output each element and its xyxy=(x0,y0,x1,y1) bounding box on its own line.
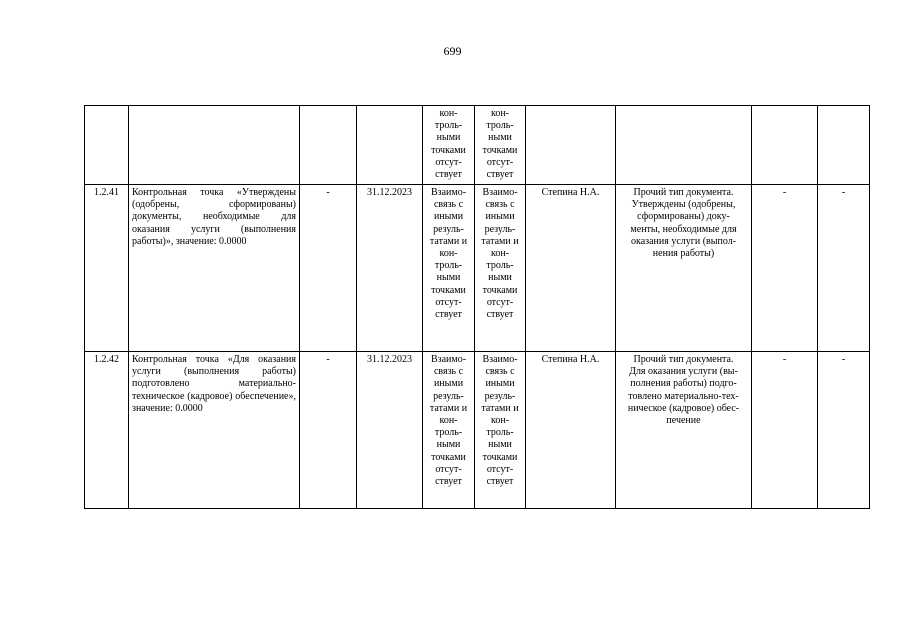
relation-cell-b-line: ными xyxy=(488,272,512,284)
relation-cell-b-line: троль- xyxy=(486,260,514,272)
relation-cell-a xyxy=(423,185,475,352)
relation-cell-b-line: ствует xyxy=(486,169,514,181)
document-type-cell-line: Для оказания услуги (вы- xyxy=(629,366,738,378)
relation-cell-b-line: точками xyxy=(482,144,518,156)
relation-cell-b-line: кон- xyxy=(490,415,510,427)
relation-cell-b xyxy=(475,106,526,185)
relation-cell-b-line: ствует xyxy=(486,476,514,488)
relation-cell-a-line: иными xyxy=(433,378,464,390)
relation-cell-a xyxy=(423,352,475,509)
table-row xyxy=(85,185,870,352)
document-type-cell-line: полнения работы) подго- xyxy=(630,378,737,390)
control-point-name-cell: Контрольная точка «Утверждены (одобрены, сформированы) документы, необходимые для оказания услуги (выполнения работы)», значение: 0.0000 xyxy=(129,185,300,352)
relation-cell-a-line: ствует xyxy=(435,476,462,488)
relation-cell-a xyxy=(423,106,475,185)
relation-cell-b-line: иными xyxy=(485,211,515,223)
relation-cell-b-line: кон- xyxy=(490,248,510,260)
relation-cell-a-line: иными xyxy=(433,211,464,223)
relation-cell-a-line: отсут- xyxy=(435,463,462,475)
relation-cell-b-line: связь с xyxy=(485,199,515,211)
relation-cell-b-line: ными xyxy=(488,439,512,451)
relation-cell-a-line: татами и xyxy=(429,402,468,414)
relation-cell-b-line: отсут- xyxy=(486,156,514,168)
document-type-cell-line: печение xyxy=(666,415,701,427)
dash-cell: - xyxy=(752,185,818,352)
dash-cell: - xyxy=(300,185,357,352)
responsible-person-cell: Степина Н.А. xyxy=(526,185,616,352)
document-type-cell-line: ническое (кадровое) обес- xyxy=(627,402,740,414)
document-type-cell-line: сформированы) доку- xyxy=(637,211,730,223)
relation-cell-a-line: троль- xyxy=(434,120,463,132)
relation-cell-a-line: ствует xyxy=(435,309,462,321)
relation-cell-a-line: резуль- xyxy=(433,390,464,402)
dash-cell xyxy=(752,106,818,185)
row-number-cell xyxy=(85,106,129,185)
relation-cell-b-line: отсут- xyxy=(486,463,514,475)
dash-cell xyxy=(818,106,870,185)
relation-cell-b-line: резуль- xyxy=(484,223,516,235)
row-number-cell: 1.2.42 xyxy=(85,352,129,509)
responsible-person-cell xyxy=(526,106,616,185)
table-row xyxy=(85,106,870,185)
relation-cell-a-line: ными xyxy=(436,272,461,284)
relation-cell-b-line: кон- xyxy=(490,108,510,119)
relation-cell-a-line: троль- xyxy=(434,427,463,439)
relation-cell-a-line: татами и xyxy=(429,235,468,247)
row-number-cell: 1.2.41 xyxy=(85,185,129,352)
relation-cell-b-line: Взаимо- xyxy=(482,354,518,365)
relation-cell-b xyxy=(475,185,526,352)
document-type-cell-line: менты, необходимые для xyxy=(630,223,737,235)
relation-cell-a-line: кон- xyxy=(439,415,458,427)
relation-cell-b-line: троль- xyxy=(486,120,514,132)
document-type-cell xyxy=(616,106,752,185)
relation-cell-a-line: ствует xyxy=(435,169,462,181)
control-point-name-cell xyxy=(129,106,300,185)
dash-cell xyxy=(300,106,357,185)
relation-cell-a-line: точками xyxy=(431,284,466,296)
relation-cell-a-line: ными xyxy=(436,439,461,451)
relation-cell-b-line: ствует xyxy=(486,309,514,321)
document-type-cell xyxy=(616,352,752,509)
document-type-cell xyxy=(616,185,752,352)
relation-cell-a-line: ными xyxy=(436,132,461,144)
relation-cell-b-line: отсут- xyxy=(486,296,514,308)
relation-cell-a-line: связь с xyxy=(433,366,464,378)
relation-cell-a-line: Взаимо- xyxy=(430,354,467,365)
relation-cell-b-line: точками xyxy=(482,284,518,296)
relation-cell-a-line: Взаимо- xyxy=(430,187,467,198)
document-type-cell-line: товлено материально-тех- xyxy=(628,390,739,402)
relation-cell-b-line: Взаимо- xyxy=(482,187,518,198)
table-row xyxy=(85,352,870,509)
responsible-person-cell: Степина Н.А. xyxy=(526,352,616,509)
document-type-cell-line: оказания услуги (выпол- xyxy=(630,235,737,247)
document-type-cell-line: нения работы) xyxy=(652,248,715,260)
control-points-table xyxy=(84,105,870,509)
relation-cell-a-line: связь с xyxy=(433,199,464,211)
relation-cell-a-line: кон- xyxy=(439,248,458,260)
control-point-name-cell: Контрольная точка «Для оказания услуги (выполнения работы) подготовлено материально-техническое (кадровое) обеспечение», значение: 0.0000 xyxy=(129,352,300,509)
relation-cell-a-line: точками xyxy=(431,144,466,156)
date-cell xyxy=(357,106,423,185)
relation-cell-a-line: кон- xyxy=(439,108,458,119)
relation-cell-b-line: татами и xyxy=(481,402,519,414)
document-type-cell-line: Прочий тип документа. xyxy=(633,187,734,198)
relation-cell-a-line: резуль- xyxy=(433,223,464,235)
relation-cell-a-line: точками xyxy=(431,451,466,463)
relation-cell-b-line: связь с xyxy=(485,366,515,378)
relation-cell-a-line: троль- xyxy=(434,260,463,272)
document-type-cell-line: Утверждены (одобрены, xyxy=(631,199,736,211)
relation-cell-b-line: точками xyxy=(482,451,518,463)
relation-cell-a-line: отсут- xyxy=(435,156,462,168)
relation-cell-b-line: резуль- xyxy=(484,390,516,402)
page-number: 699 xyxy=(443,44,462,58)
dash-cell: - xyxy=(300,352,357,509)
relation-cell-b xyxy=(475,352,526,509)
date-cell: 31.12.2023 xyxy=(357,185,423,352)
relation-cell-b-line: татами и xyxy=(481,235,519,247)
document-type-cell-line: Прочий тип документа. xyxy=(633,354,734,365)
dash-cell: - xyxy=(818,352,870,509)
relation-cell-b-line: иными xyxy=(485,378,515,390)
date-cell: 31.12.2023 xyxy=(357,352,423,509)
table-body xyxy=(85,106,870,509)
dash-cell: - xyxy=(818,185,870,352)
relation-cell-b-line: ными xyxy=(488,132,512,144)
dash-cell: - xyxy=(752,352,818,509)
relation-cell-a-line: отсут- xyxy=(435,296,462,308)
relation-cell-b-line: троль- xyxy=(486,427,514,439)
